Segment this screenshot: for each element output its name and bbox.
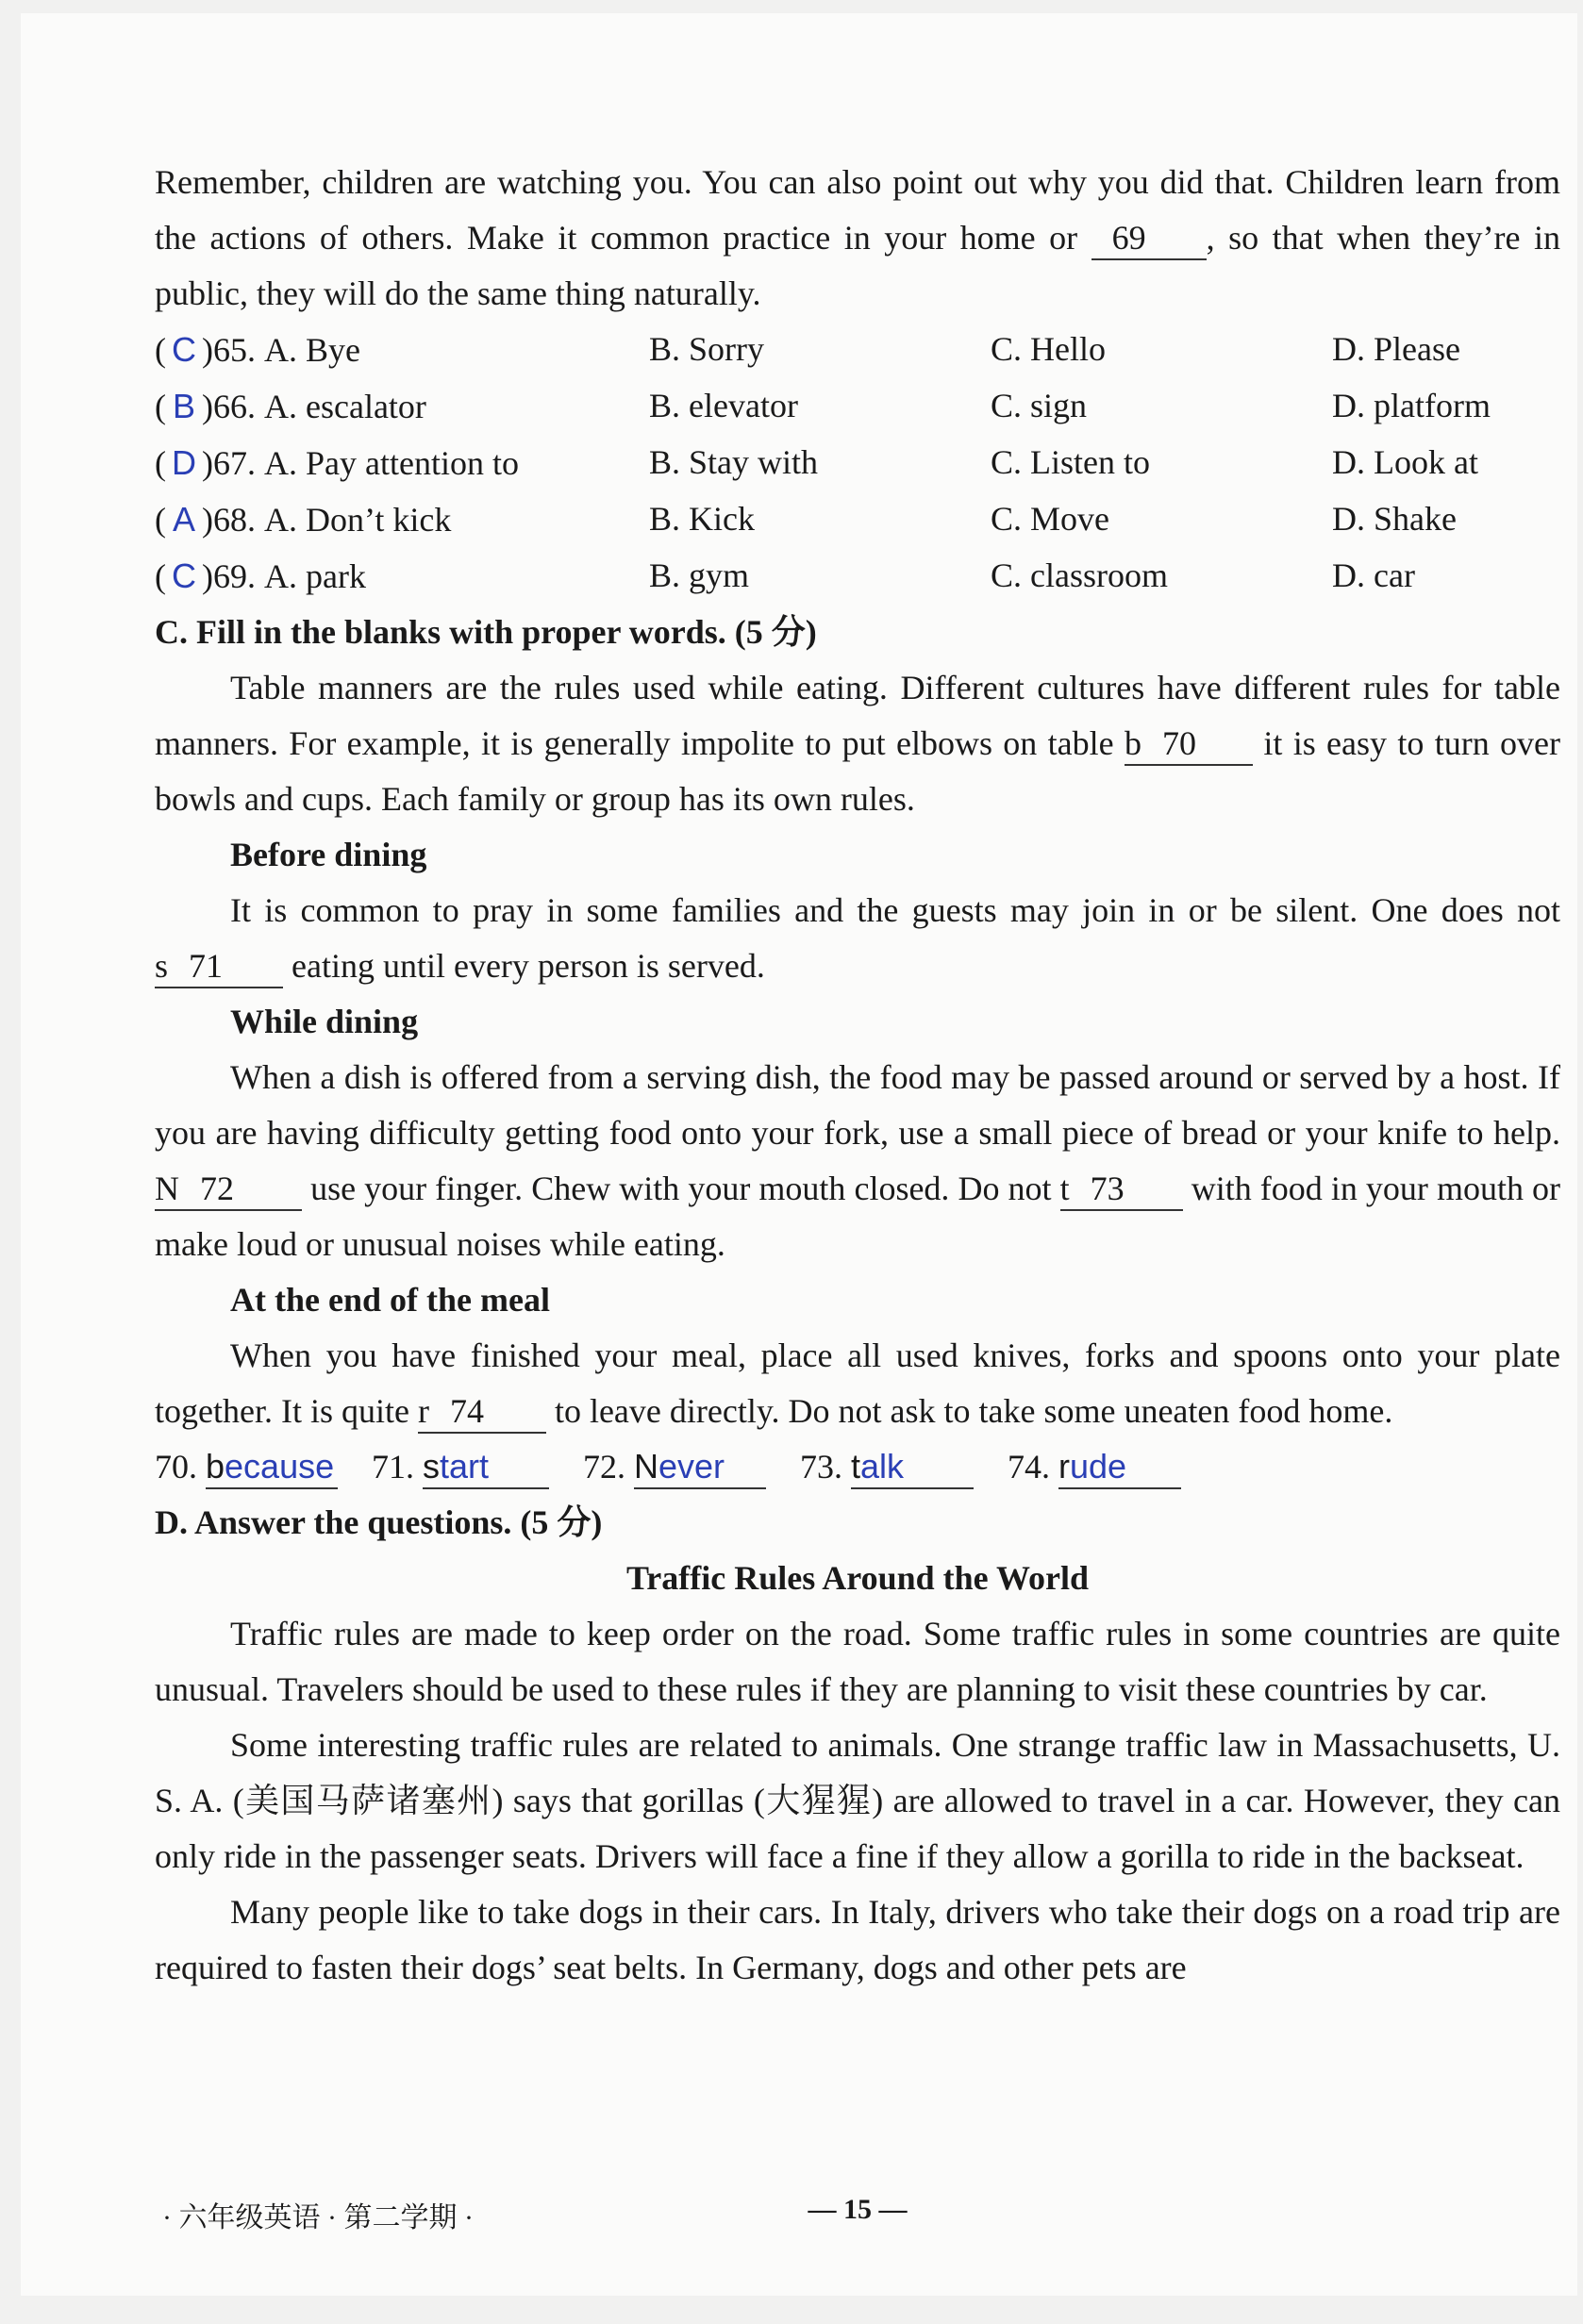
blank-70[interactable]: b 70 <box>1125 722 1253 766</box>
option-d[interactable]: D. Shake <box>1332 500 1457 538</box>
article-title: Traffic Rules Around the World <box>625 1559 1090 1597</box>
blank-69[interactable]: 69 <box>1091 217 1207 260</box>
page-number: — 15 — <box>808 2194 908 2225</box>
page-content <box>155 155 1560 1996</box>
section-c-paragraph-4: When you have finished your meal, place all used knives, forks and spoons onto your plate together. It is quite r 74 to leave directly. Do not ask to take some uneaten food home. <box>155 1328 1560 1439</box>
section-c-paragraph-1: Table manners are the rules used while eating. Different cultures have different rules for table manners. For example, it is generally impolite to put elbows on table b 70 it is easy to turn over bowls and cups. Each family or group has its own rules. <box>155 669 1561 818</box>
option-c[interactable]: C. Move <box>991 500 1109 538</box>
section-c-paragraph-3: When a dish is offered from a serving dish, the food may be passed around or served by a host. If you are having difficulty getting food onto your fork, use a small piece of bread or your knife to help. N 72 use your finger. Chew with your mouth closed. Do not t 73 with food in your mouth or make loud or unusual noises while eating. <box>155 1058 1561 1263</box>
heading-end-of-meal: At the end of the meal <box>230 1281 550 1319</box>
answer-mark[interactable]: D <box>172 443 196 482</box>
mc-question-66: ( B )66. A. escalator B. elevator C. sign D. platform <box>155 378 1560 435</box>
worksheet-page <box>21 13 1577 2296</box>
section-c-paragraph-2: It is common to pray in some families and the guests may join in or be silent. One does not s 71 eating until every person is served. <box>155 883 1560 994</box>
answer-mark[interactable]: C <box>172 330 196 369</box>
answer-73: 73. talk <box>800 1439 974 1495</box>
option-d[interactable]: D. car <box>1332 556 1415 594</box>
option-c[interactable]: C. Hello <box>991 330 1106 368</box>
heading-while-dining: While dining <box>230 1003 419 1040</box>
option-d[interactable]: D. platform <box>1332 387 1491 424</box>
answer-mark[interactable]: B <box>172 387 195 425</box>
article-paragraph-2: Some interesting traffic rules are related to animals. One strange traffic law in Massachusetts, U. S. A. (美国马萨诸塞州) says that gorillas (大猩猩) are allowed to travel in a car. However, they can only ride in the passenger seats. Drivers will face a fine if they allow a gorilla to ride in the backseat. <box>155 1726 1560 1875</box>
option-b[interactable]: B. Sorry <box>649 330 765 368</box>
section-d-title: D. Answer the questions. (5 分) <box>155 1503 603 1541</box>
article-paragraph-3: Many people like to take dogs in their cars. In Italy, drivers who take their dogs on a road trip are required to fasten their dogs’ seat belts. In Germany, dogs and other pets are <box>155 1893 1560 1986</box>
page-footer <box>155 2194 1560 2241</box>
option-d[interactable]: D. Look at <box>1332 443 1478 481</box>
blank-71[interactable]: s 71 <box>155 945 283 988</box>
heading-before-dining: Before dining <box>230 836 427 873</box>
mc-question-68: ( A )68. A. Don’t kick B. Kick C. Move D. Shake <box>155 491 1560 548</box>
option-c[interactable]: C. sign <box>991 387 1088 424</box>
blank-73[interactable]: t 73 <box>1060 1168 1183 1211</box>
footer-book-info: · 六年级英语 · 第二学期 · <box>162 2202 474 2233</box>
fill-in-answers-row <box>155 1439 1560 1495</box>
multiple-choice-list <box>155 322 1560 605</box>
option-d[interactable]: D. Please <box>1332 330 1460 368</box>
option-b[interactable]: B. elevator <box>649 387 798 424</box>
section-c-title: C. Fill in the blanks with proper words. (5 分) <box>155 613 817 651</box>
option-c[interactable]: C. Listen to <box>991 443 1150 481</box>
answer-71: 71. start <box>372 1439 549 1495</box>
option-c[interactable]: C. classroom <box>991 556 1168 594</box>
answer-mark[interactable]: A <box>172 500 195 539</box>
blank-74[interactable]: r 74 <box>418 1390 546 1434</box>
mc-question-67: ( D )67. A. Pay attention to B. Stay with C. Listen to D. Look at <box>155 435 1560 491</box>
article-paragraph-1: Traffic rules are made to keep order on the road. Some traffic rules in some countries are quite unusual. Travelers should be used to these rules if they are planning to visit these countries by car. <box>155 1615 1560 1708</box>
blank-72[interactable]: N 72 <box>155 1168 302 1211</box>
answer-mark[interactable]: C <box>172 556 196 595</box>
answer-70: 70. because <box>155 1439 338 1495</box>
option-b[interactable]: B. Stay with <box>649 443 819 481</box>
option-b[interactable]: B. gym <box>649 556 750 594</box>
answer-72: 72. Never <box>583 1439 766 1495</box>
passage-conclusion: Remember, children are watching you. You can also point out why you did that. Children learn from the actions of others. Make it common practice in your home or 69 , so that when they’re in public, they will do the same thing naturally. <box>155 163 1561 312</box>
mc-question-69: ( C )69. A. park B. gym C. classroom D. car <box>155 548 1560 605</box>
mc-question-65: ( C )65. A. Bye B. Sorry C. Hello D. Please <box>155 322 1560 378</box>
option-b[interactable]: B. Kick <box>649 500 755 538</box>
answer-74: 74. rude <box>1008 1439 1181 1495</box>
